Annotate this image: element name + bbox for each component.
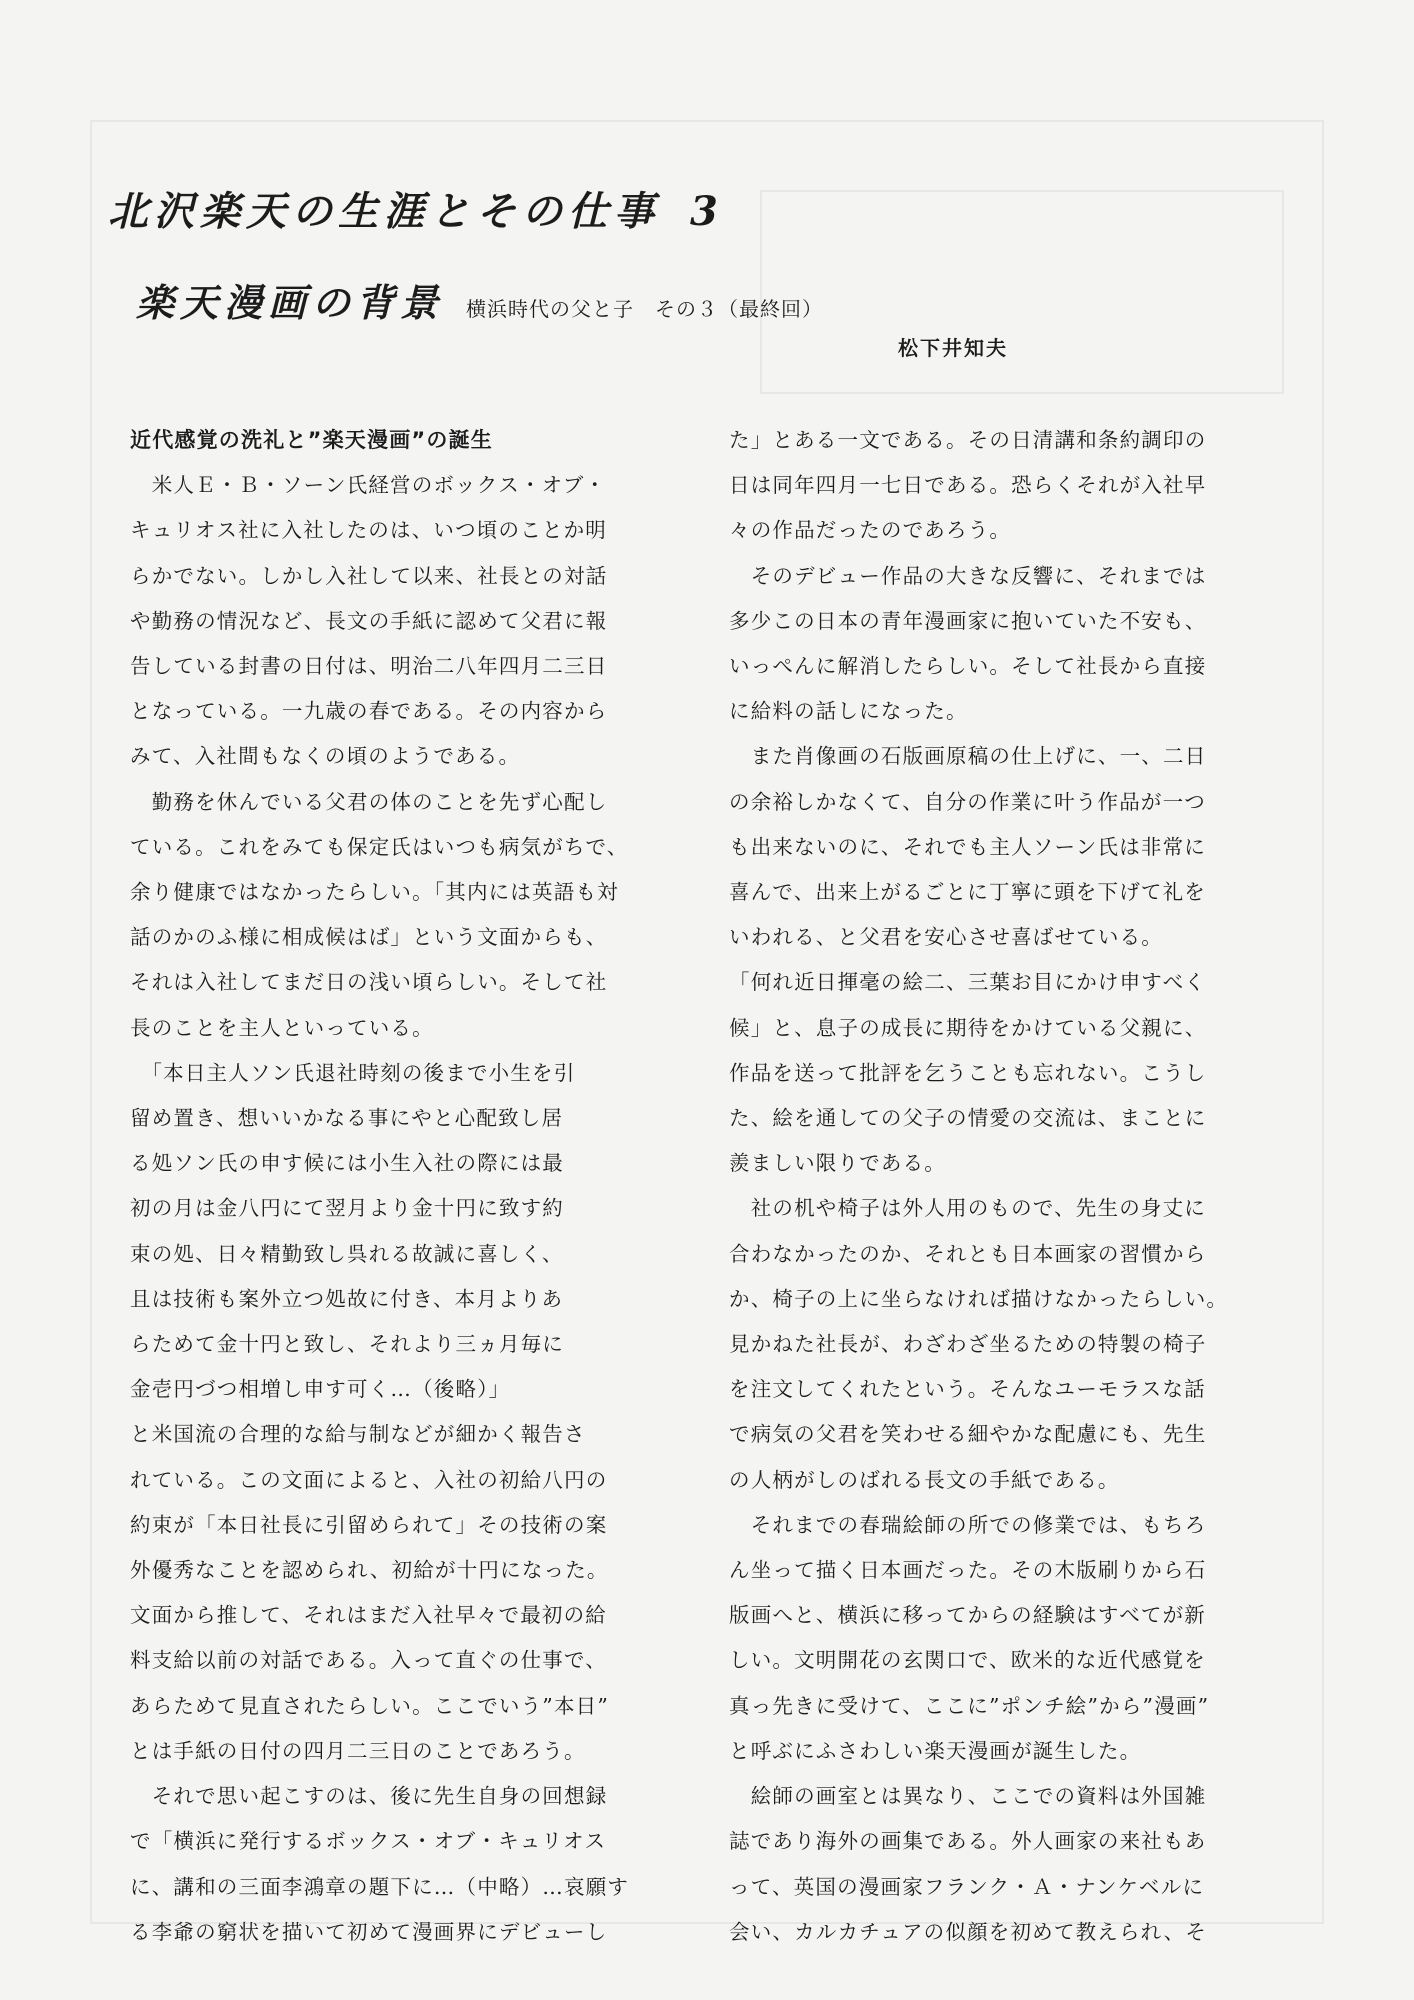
section-heading: 近代感覚の洗礼と”楽天漫画”の誕生 xyxy=(130,428,494,452)
paragraph: それまでの春瑞絵師の所での修業では、もちろ ん坐って描く日本画だった。その木版刷りから石 版画へと、横浜に移ってからの経験はすべてが新 しい。文明開花の玄関口で、欧米的な近代感覚を 真っ先きに受けて、ここに”ポンチ絵”から”漫画” と呼ぶにふさわしい楽天漫画が誕生した。 xyxy=(729,1512,1210,1763)
paragraph: 社の机や椅子は外人用のもので、先生の身丈に 合わなかったのか、それとも日本画家の習慣から か、椅子の上に坐らなければ描けなかったらしい。 見かねた社長が、わざわざ坐るための特製の椅子 を注文してくれたという。そんなユーモラスな話 で病気の父君を笑わせる細やかな配慮にも、先生 の人柄がしのばれる長文の手紙である。 xyxy=(729,1196,1229,1492)
paragraph: 「本日主人ソン氏退社時刻の後まで小生を引 留め置き、想いいかなる事にやと心配致し居 る処ソン氏の申す候には小生入社の際には最 初の月は金八円にて翌月より金十円に致す約 束の処、日々精勤致し呉れる故誠に喜しく、 且は技術も案外立つ処故に付き、本月よりあ らためて金十円と致し、それより三ヵ月毎に 金壱円づつ相増し申す可く…（後略）」 と米国流の合理的な給与制などが細かく報告さ れている。この文面によると、入社の初給八円の 約束が「本日社長に引留められて」その技術の案 外優秀なことを認められ、初給が十円になった。 文面から推して、それはまだ入社早々で最初の給 料支給以前の対話である。入って直ぐの仕事で、 あらためて見直されたらしい。ここでいう”本日” とは手紙の日付の四月二三日のことであろう。 xyxy=(130,1060,610,1763)
subtitle-row xyxy=(136,272,823,327)
paragraph: 勤務を休んでいる父君の体のことを先ず心配し ている。これをみても保定氏はいつも病気がちで、 余り健康ではなかったらしい。「其内には英語も対 話のかのふ様に相成候はば」という文面からも、 それは入社してまだ日の浅い頃らしい。そして社 長のことを主人といっている。 xyxy=(130,789,629,1040)
article-subtitle: 楽天漫画の背景 xyxy=(136,280,445,325)
paragraph: 絵師の画室とは異なり、ここでの資料は外国雑 誌であり海外の画集である。外人画家の来社もあ って、英国の漫画家フランク・Ａ・ナンケベルに 会い、カルカチュアの似顔を初めて教えられ、そ xyxy=(729,1784,1208,1944)
show-through-frame xyxy=(760,190,1284,394)
paragraph: た」とある一文である。その日清講和条約調印の 日は同年四月一七日である。恐らくそれが入社早 々の作品だったのであろう。 xyxy=(729,428,1207,543)
article-title xyxy=(108,180,724,237)
paragraph: それで思い起こすのは、後に先生自身の回想録 で「横浜に発行するボックス・オブ・キュリオス に、講和の三面李鴻章の題下に…（中略）…哀願す る李爺の窮状を描いて初めて漫画界にデビューし xyxy=(130,1784,630,1944)
issue-number: 3 xyxy=(690,188,724,235)
author-name: 松下井知夫 xyxy=(898,336,1008,360)
left-column xyxy=(130,418,670,1955)
paragraph: 「何れ近日揮毫の絵二、三葉お目にかけ申すべく 候」と、息子の成長に期待をかけている父親に、 作品を送って批評を乞うことも忘れない。こうし た、絵を通しての父子の情愛の交流は、まことに 羨ましい限りである。 xyxy=(729,970,1207,1176)
paragraph: また肖像画の石版画原稿の仕上げに、一、二日 の余裕しかなくて、自分の作業に叶う作品が一つ も出来ないのに、それでも主人ソーン氏は非常に 喜んで、出来上がるごとに丁寧に頭を下げて礼を いわれる、と父君を安心させ喜ばせている。 xyxy=(729,744,1207,950)
paragraph: そのデビュー作品の大きな反響に、それまでは 多少この日本の青年漫画家に抱いていた不安も、 いっぺんに解消したらしい。そして社長から直接 に給料の話しになった。 xyxy=(729,563,1207,724)
right-column xyxy=(729,418,1269,1955)
title-text: 北沢楽天の生涯とその仕事 xyxy=(108,188,660,235)
series-label: 横浜時代の父と子 その３（最終回） xyxy=(466,297,824,321)
paragraph: 米人Ｅ・Ｂ・ソーン氏経営のボックス・オブ・ キュリオス社に入社したのは、いつ頃のことか明 らかでない。しかし入社して以来、社長との対話 や勤務の情況など、長文の手紙に認めて父君に報 告している封書の日付は、明治二八年四月二三日 となっている。一九歳の春である。その内容から みて、入社間もなくの頃のようである。 xyxy=(130,473,608,769)
